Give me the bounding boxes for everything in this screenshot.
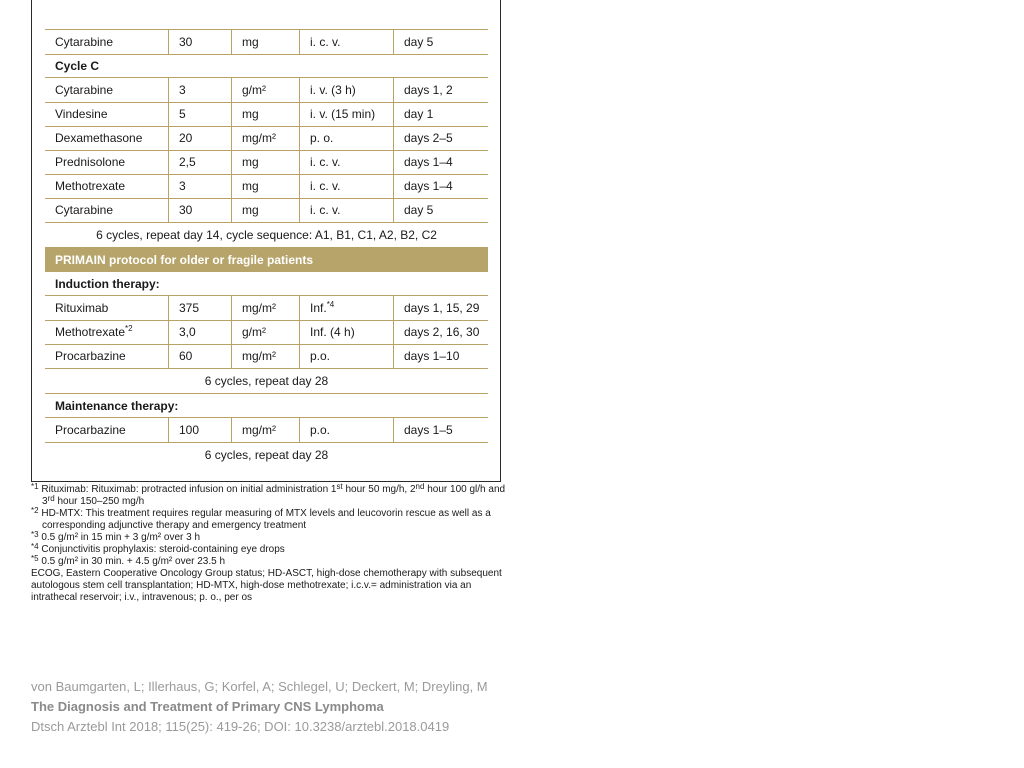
citation-journal: Dtsch Arztebl Int 2018; 115(25): 419-26; DOI: 10.3238/arztebl.2018.0419 [31,719,450,734]
table-row [45,30,488,55]
dose-cell: 3 [168,174,231,198]
dose-cell: 30 [168,30,231,54]
footnote-text: hour 150–250 mg/h [54,496,145,507]
footnote-marker: *3 [31,530,39,539]
drug-cell: Cytarabine [55,203,114,217]
footnote-text: hour 50 mg/h, 2 [342,484,416,495]
dose-cell: 20 [168,126,231,150]
unit-cell: mg [231,198,299,222]
table-row [45,198,488,223]
table-row [45,102,488,127]
induction-repeat-note: 6 cycles, repeat day 28 [45,369,488,394]
footnote-3 [31,532,511,544]
dose-cell: 5 [168,102,231,126]
unit-cell: mg [231,102,299,126]
route-cell: i. c. v. [299,198,393,222]
footnote-1 [31,484,511,508]
footnotes [31,484,511,604]
days-cell: days 2, 16, 30 [393,320,488,344]
footnote-text: 3 [42,496,48,507]
days-cell: days 1–10 [393,344,488,368]
footnote-4 [31,544,511,556]
table-row [45,418,488,443]
ordinal-sup: st [336,482,343,491]
drug-cell: Cytarabine [55,83,114,97]
unit-cell: mg/m² [231,344,299,368]
days-cell: days 1, 2 [393,78,488,102]
footnote-marker: *5 [31,554,39,563]
abbreviations-line: ECOG, Eastern Cooperative Oncology Group status; HD-ASCT, high-dose chemotherapy with subsequent [31,568,502,579]
route-cell: p.o. [299,344,393,368]
drug-cell: Procarbazine [55,423,126,437]
dose-cell: 3 [168,78,231,102]
unit-cell: mg/m² [231,296,299,320]
footnote-marker: *2 [31,506,39,515]
drug-cell: Vindesine [55,107,108,121]
footnote-marker: *4 [31,542,39,551]
footnote-text: 0.5 g/m² in 30 min. + 4.5 g/m² over 23.5 h [41,556,226,567]
induction-heading: Induction therapy: [45,272,488,296]
unit-cell: mg/m² [231,418,299,442]
citation-title: The Diagnosis and Treatment of Primary CNS Lymphoma [31,699,384,714]
days-cell: days 1–4 [393,174,488,198]
route-cell [299,296,393,320]
dose-cell: 375 [168,296,231,320]
citation-authors: von Baumgarten, L; Illerhaus, G; Korfel, A; Schlegel, U; Deckert, M; Dreyling, M [31,679,488,694]
route-cell: p.o. [299,418,393,442]
route-cell: Inf. (4 h) [299,320,393,344]
unit-cell: mg/m² [231,126,299,150]
table-row [45,126,488,151]
table-row [45,320,488,345]
days-cell: days 1, 15, 29 [393,296,488,320]
days-cell: day 5 [393,198,488,222]
table-row [45,174,488,199]
dose-cell: 60 [168,344,231,368]
footnote-continuation: corresponding adjunctive therapy and emergency treatment [42,520,307,531]
route-cell: i. v. (3 h) [299,78,393,102]
route-cell: i. c. v. [299,174,393,198]
footnote-5 [31,556,511,568]
footnote-marker: *1 [31,482,39,491]
unit-cell: mg [231,174,299,198]
table-row [45,150,488,175]
dose-cell: 3,0 [168,320,231,344]
table-row [45,78,488,103]
days-cell: days 1–4 [393,150,488,174]
table-row [45,344,488,369]
ordinal-sup: nd [415,482,425,491]
unit-cell: g/m² [231,320,299,344]
drug-cell: Methotrexate [55,179,126,193]
footnote-text: 0.5 g/m² in 15 min + 3 g/m² over 3 h [41,532,201,543]
drug-cell: Prednisolone [55,155,126,169]
footnote-continuation [31,496,511,508]
abbreviations-line: intrathecal reservoir; i.v., intravenous; p. o., per os [31,592,253,603]
route-cell: p. o. [299,126,393,150]
days-cell: day 5 [393,30,488,54]
footnote-marker: *2 [125,324,133,333]
unit-cell: mg [231,150,299,174]
abbreviations-line: autologous stem cell transplantation; HD-MTX, high-dose methotrexate; i.c.v.= administration via an [31,580,472,591]
days-cell: day 1 [393,102,488,126]
route-cell: i. c. v. [299,150,393,174]
table-row [45,296,488,321]
cycle-c-heading: Cycle C [45,54,488,78]
primain-banner: PRIMAIN protocol for older or fragile patients [45,248,488,272]
dose-cell: 2,5 [168,150,231,174]
drug-cell: Procarbazine [55,349,126,363]
cycle-c-repeat-note: 6 cycles, repeat day 14, cycle sequence: A1, B1, C1, A2, B2, C2 [45,223,488,248]
drug-cell: Rituximab [55,301,109,315]
footnote-text: Conjunctivitis prophylaxis: steroid-containing eye drops [41,544,285,555]
drug-cell: Dexamethasone [55,131,143,145]
footnote-marker: *4 [326,300,335,309]
drug-cell: Cytarabine [55,35,114,49]
footnote-text: hour 100 gl/h and [424,484,506,495]
route-cell: i. c. v. [299,30,393,54]
unit-cell: mg [231,30,299,54]
footnote-2 [31,508,511,532]
footnote-text: HD-MTX: This treatment requires regular measuring of MTX levels and leucovorin rescue as well as a [41,508,491,519]
route-text: Inf. [310,301,327,315]
drug-text: Methotrexate [55,325,126,339]
footnote-text: Rituximab: Rituximab: protracted infusion on initial administration 1 [41,484,337,495]
route-cell: i. v. (15 min) [299,102,393,126]
maintenance-repeat-note: 6 cycles, repeat day 28 [204,448,329,462]
ordinal-sup: rd [47,494,55,503]
dose-cell: 100 [168,418,231,442]
dose-cell: 30 [168,198,231,222]
drug-cell [45,320,168,344]
days-cell: days 2–5 [393,126,488,150]
unit-cell: g/m² [231,78,299,102]
days-cell: days 1–5 [393,418,488,442]
maintenance-heading: Maintenance therapy: [45,394,488,418]
